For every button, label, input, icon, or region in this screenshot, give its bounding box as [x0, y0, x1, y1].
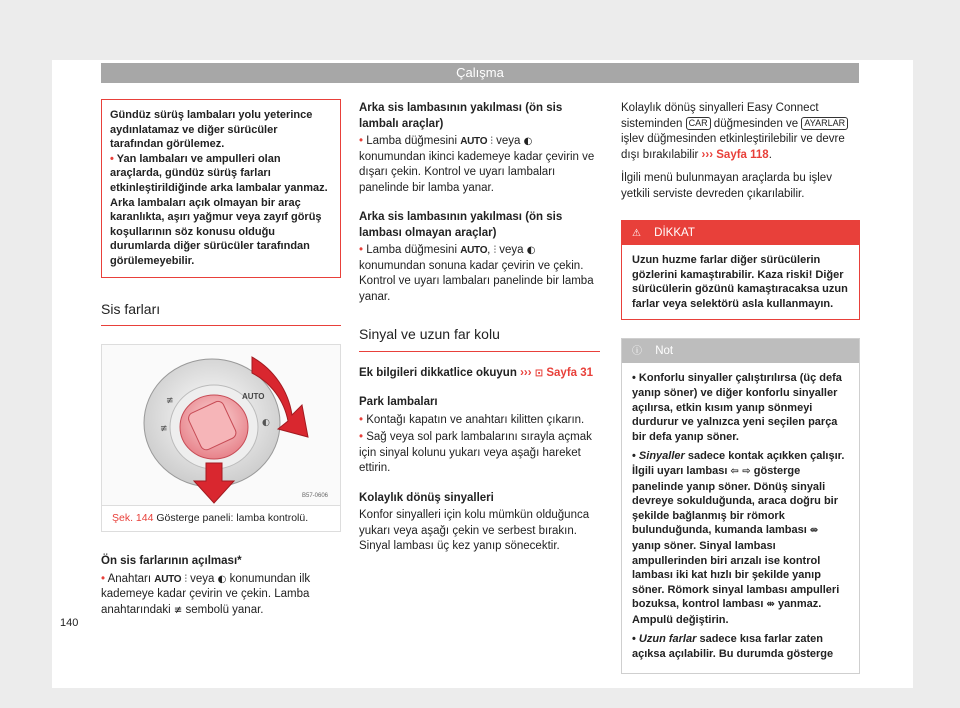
parking-step-2: • Sağ veya sol park lambalarını sırayla açmak için sinyal kolunu yukarı veya aşağı hareket ettirin.	[359, 431, 592, 474]
note-bullet-3: • Uzun farlar sadece kısa farlar zaten açıksa açılabilir. Bu durumda gösterge	[632, 633, 834, 661]
convenience-signals-text: Konfor sinyalleri için kolu mümkün olduğunca yukarı veya aşağı çekin ve serbest bırakın. Sinyal lambası üç kez yanıp sönecektir.	[359, 509, 590, 552]
parking-light-icon: ◐	[523, 136, 533, 147]
note-body	[622, 363, 859, 672]
bullet-icon: •	[101, 572, 106, 585]
page-header: Çalışma	[101, 63, 859, 83]
trailer-signal-icon: ⇎	[809, 525, 819, 537]
subhead-convenience-signals: Kolaylık dönüş sinyalleri	[359, 491, 494, 504]
bullet-icon: •	[359, 244, 364, 256]
car-button-icon: CAR	[686, 117, 711, 130]
note-box	[621, 338, 860, 673]
figure-code: B57-0606	[302, 493, 329, 500]
page-reference-link[interactable]: Sayfa 31	[546, 366, 594, 379]
turn-signal-icon: ⇦ ⇨	[730, 465, 751, 477]
arrows-icon: ›››	[701, 148, 714, 161]
warning-intro: Gündüz sürüş lambaları yolu yeterince aydınlatamaz ve diğer sürücüler tarafından görülemez.	[110, 109, 313, 151]
auto-icon: AUTO	[460, 245, 488, 256]
rear-fog-without-instruction: • Lamba düğmesini AUTO, ⫶ veya ◐ konumundan sonuna kadar çevirin ve çekin. Kontrol ve uyarı lambaları panelinde bir lamba yanar.	[359, 244, 594, 303]
parking-light-icon: ◐	[217, 573, 227, 585]
lamp-control-illustration	[102, 345, 340, 505]
bullet-icon: •	[359, 413, 364, 426]
low-beam-icon: ⫶	[493, 245, 497, 256]
bullet-icon: •	[110, 152, 114, 165]
warning-triangle-icon: ⚠	[632, 228, 641, 239]
subhead-rear-fog-with: Arka sis lambasının yakılması (ön sis lambalı araçlar)	[359, 102, 563, 130]
section-title-fog-lights: Sis farları	[101, 302, 341, 327]
warning-box	[101, 99, 341, 278]
svg-text:≢: ≢	[160, 424, 168, 435]
column-2	[359, 101, 600, 555]
caution-body: Uzun huzme farlar diğer sürücülerin gözlerini kamaştırabilir. Kaza riski! Diğer sürücülerin gözünü kamaştıracaksa uzun farlar veya selektörü asla kullanmayın.	[632, 254, 848, 310]
dial-auto-label: AUTO	[242, 392, 265, 402]
parking-light-icon: ◐	[526, 245, 536, 256]
fog-light-icon: ≢	[173, 604, 183, 616]
trailer-signal-icon: ⇎	[766, 599, 775, 611]
figure-caption	[102, 505, 340, 531]
bullet-icon: •	[359, 135, 364, 147]
page-number: 140	[60, 617, 79, 629]
reference-line: Ek bilgileri dikkatlice okuyun ››› ⊡ Sayfa 31	[359, 366, 594, 379]
column-1	[101, 99, 341, 618]
note-bullet-2: • Sinyaller sadece kontak açıkken çalışır. İlgili uyarı lambası ⇦ ⇨ gösterge panelinde yanıp söner. Dönüş sinyali devreye sokulduğunda, araca doğru bir şekilde bağlanmış bir römork bulunduğunda, kumanda lambası ⇎ yanıp söner. Sinyal lambası ampullerinden biri arızalı ise kontrol lambası iki kat hızlı bir şekilde yanıp söner. Römork sinyal lambası ampulleri bozuksa, kontrol lambası ⇎ yanmaz. Ampulü değiştirin.	[632, 450, 845, 626]
auto-icon: AUTO	[460, 136, 488, 147]
service-text: İlgili menü bulunmayan araçlarda bu işlev yetkili serviste devreden çıkarılabilir.	[621, 172, 832, 200]
svg-text:◐: ◐	[262, 418, 270, 429]
column-3	[621, 101, 860, 674]
settings-button-icon: AYARLAR	[801, 117, 848, 130]
caution-header: ⚠ DİKKAT	[622, 221, 859, 245]
subhead-front-fog: Ön sis farlarının açılması*	[101, 555, 242, 568]
rear-fog-with-instruction: • Lamba düğmesini AUTO ⫶ veya ◐ konumundan ikinci kademeye kadar çevirin ve dışarı çekin. Kontrol ve uyarı lambaları panelinde bir lamba yanar.	[359, 135, 595, 194]
info-icon: ⓘ	[632, 346, 642, 358]
bullet-icon: •	[632, 450, 636, 463]
subhead-rear-fog-without: Arka sis lambasının yakılması (ön sis lambası olmayan araçlar)	[359, 211, 563, 239]
caution-box	[621, 220, 860, 320]
section-title-turn-signal: Sinyal ve uzun far kolu	[359, 327, 600, 352]
svg-text:≢: ≢	[166, 396, 174, 407]
low-beam-icon: ⫶	[490, 136, 493, 147]
front-fog-instruction: • Anahtarı AUTO ⫶ veya ◐ konumundan ilk kademeye kadar çevirin ve çekin. Lamba anahtarındaki ≢ sembolü yanar.	[101, 572, 311, 616]
note-header: ⓘ Not	[622, 339, 859, 363]
bullet-icon: •	[632, 633, 636, 646]
arrows-icon: ›››	[520, 366, 532, 379]
low-beam-icon: ⫶	[184, 573, 187, 585]
bullet-icon: •	[359, 431, 364, 443]
book-icon: ⊡	[534, 367, 544, 379]
figure-lamp-control	[101, 344, 341, 532]
note-bullet-1: • Konforlu sinyaller çalıştırılırsa (üç defa yanıp söner) ve diğer konforlu sinyaller açılırsa, etkin kısım yanıp sönmeyi durdurur ve yalnızca yeni seçilen parça bir defa yanıp söner.	[632, 372, 842, 443]
auto-icon: AUTO	[154, 573, 182, 585]
figure-caption-text: Gösterge paneli: lamba kontrolü.	[156, 512, 309, 525]
figure-label: Şek. 144	[112, 512, 154, 525]
parking-step-1: • Kontağı kapatın ve anahtarı kilitten çıkarın.	[359, 413, 585, 426]
light-switch-dial-icon	[102, 345, 340, 505]
easy-connect-text: Kolaylık dönüş sinyalleri Easy Connect sisteminden CAR düğmesinden ve AYARLAR işlev düğmesinden etkinleştirilebilir ve devre dışı bırakılabilir ››› Sayfa 118.	[621, 101, 860, 163]
subhead-parking-lights: Park lambaları	[359, 396, 438, 408]
bullet-icon: •	[632, 372, 636, 385]
page-118-link[interactable]: Sayfa 118	[716, 148, 769, 161]
warning-bullet: • Yan lambaları ve ampulleri olan araçlarda, gündüz sürüş farları etkinleştirildiğinde arka lambalar yanmaz. Arka lambaları açık olmayan bir araç karanlıkta, aşırı yağmur veya zayıf görüş koşullarının söz konusu olduğu durumlarda diğer sürücüler tarafından görülemeyebilir.	[110, 152, 328, 267]
